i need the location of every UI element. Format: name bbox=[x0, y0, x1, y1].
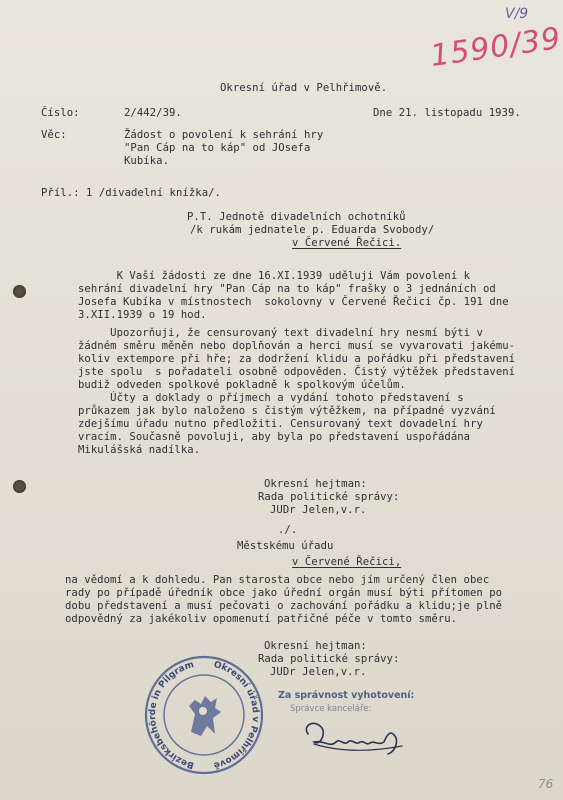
attachment-note: Příl.: 1 /divadelní knížka/. bbox=[41, 187, 221, 199]
body-line: jste spolu s pořadateli osobně odpověden. Čistý výtěžek představení bbox=[78, 366, 516, 378]
body-line: Upozorňuji, že censurovaný text divadelní hry nesmí býti v bbox=[78, 327, 483, 339]
signature-name: JUDr Jelen,v.r. bbox=[270, 666, 367, 678]
second-body-line: rady po případě úředník obce jako úřední orgán musí býti přítomen po bbox=[65, 587, 503, 599]
stamp-ring-text-right: Okresní úřad v Pelhřimově bbox=[212, 659, 261, 771]
reference-number: 2/442/39. bbox=[124, 107, 182, 119]
signature-title: Okresní hejtman: bbox=[264, 478, 367, 490]
body-line: koliv extempore při hře; za dodržení klidu a pořádku při představení bbox=[78, 353, 516, 365]
second-addressee-line: v Červené Řečici, bbox=[292, 556, 402, 568]
subject-line: Žádost o povolení k sehrání hry bbox=[124, 129, 324, 141]
body-line: K Vaší žádosti ze dne 16.XI.1939 uděluji Vám povolení k bbox=[78, 270, 471, 282]
signature-role: Rada politické správy: bbox=[258, 653, 400, 665]
svg-text:Bezirksbehörde in Pilgram bbox=[148, 660, 195, 770]
addressee-line: v Červené Řečici. bbox=[292, 237, 402, 249]
second-body-line: na vědomí a k dohledu. Pan starosta obce nebo jím určený člen obec bbox=[65, 574, 490, 586]
body-line: žádném směru měněn nebo doplňován a herci musí se vyvarovati jakému- bbox=[78, 340, 516, 352]
punch-hole-bottom bbox=[13, 480, 26, 493]
certification-line: Správce kanceláře: bbox=[290, 704, 372, 714]
body-line: vracím. Současně povoluji, aby byla po představení uspořádána bbox=[78, 431, 471, 443]
handwritten-signature bbox=[300, 712, 420, 772]
signature-role: Rada politické správy: bbox=[258, 491, 400, 503]
body-line: zdejšímu úřadu nutno předložiti. Censurovaný text dovadelní hry bbox=[78, 418, 483, 430]
body-line: Josefa Kubíka v místnostech sokolovny v Červené Řečici čp. 191 dne bbox=[78, 296, 509, 308]
signature-title: Okresní hejtman: bbox=[264, 640, 367, 652]
subject-line: "Pan Cáp na to káp" od JOsefa bbox=[124, 142, 311, 154]
body-line: sehrání divadelní hry "Pan Cáp na to káp" frašky o 3 jednáních od bbox=[78, 283, 496, 295]
punch-hole-top bbox=[13, 285, 26, 298]
separator: ./. bbox=[278, 524, 298, 536]
svg-text:Okresní úřad v Pelhřimově bbox=[212, 660, 260, 771]
signature-name: JUDr Jelen,v.r. bbox=[270, 504, 367, 516]
official-stamp bbox=[143, 654, 265, 776]
body-line: budiž odveden spolkové pokladně k spolkovým účelům. bbox=[78, 379, 406, 391]
handwritten-fraction: V/9 bbox=[505, 6, 529, 22]
addressee-line: P.T. Jednotě divadelních ochotníků bbox=[187, 211, 406, 223]
subject-line: Kubíka. bbox=[124, 155, 169, 167]
addressee-line: /k rukám jednatele p. Eduarda Svobody/ bbox=[190, 224, 435, 236]
handwritten-file-number: 1590/39 bbox=[428, 21, 563, 74]
stamp-ring-text-left: Bezirksbehörde in Pilgram bbox=[147, 660, 196, 770]
body-line: 3.XII.1939 o 19 hod. bbox=[78, 309, 207, 321]
second-addressee-line: Městskému úřadu bbox=[237, 540, 334, 552]
body-line: průkazem jak bylo naloženo s čistým výtěžkem, na případné vyzvání bbox=[78, 405, 496, 417]
office-heading: Okresní úřad v Pelhřimově. bbox=[220, 82, 388, 94]
second-body-line: odpovědný za jakékoliv opomenutí patřičné péče v tomto směru. bbox=[65, 613, 458, 625]
subject-label: Věc: bbox=[41, 129, 67, 141]
document-date: Dne 21. listopadu 1939. bbox=[373, 107, 521, 119]
body-line: Účty a doklady o příjmech a vydání tohoto představení s bbox=[78, 392, 464, 404]
certification-line: Za správnost vyhotovení: bbox=[278, 690, 415, 701]
stamp-seal-icon bbox=[143, 654, 265, 776]
reference-label: Číslo: bbox=[41, 107, 80, 119]
page-number: 76 bbox=[538, 777, 554, 791]
second-body-line: dobu představení a musí pečovati o zachování pořádku a klidu;je plně bbox=[65, 600, 503, 612]
body-line: Mikulášská nadílka. bbox=[78, 444, 201, 456]
